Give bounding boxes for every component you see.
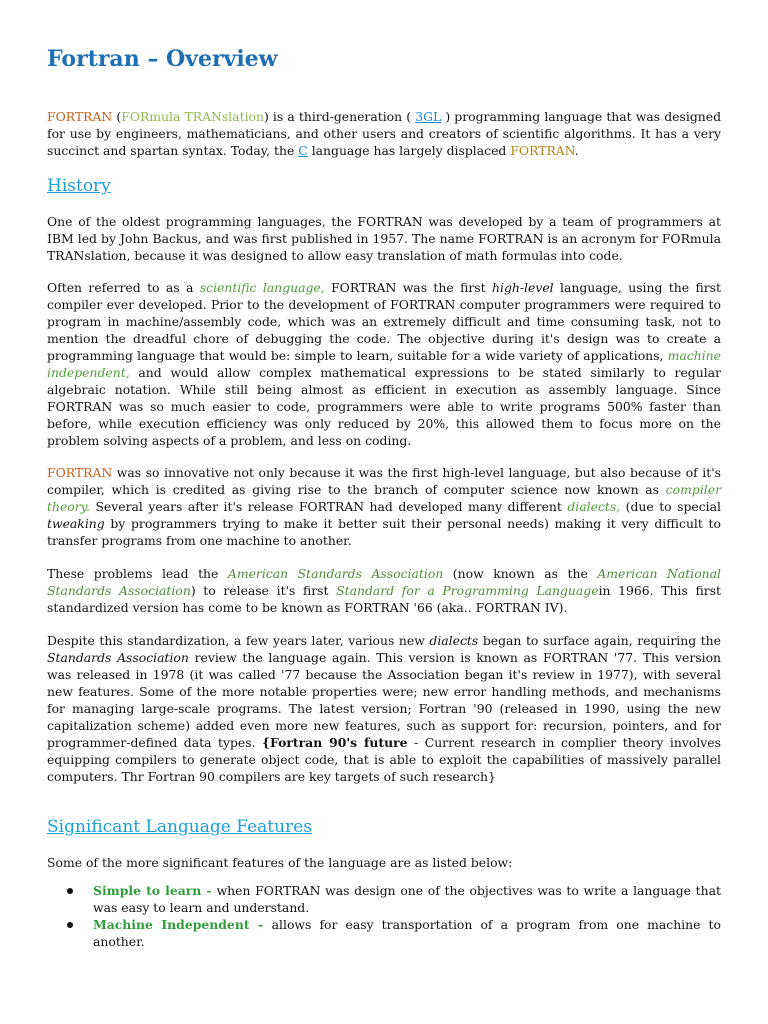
feature-label: Machine Independent [93,917,250,932]
compiler-theory-term: compiler theory. [47,482,721,514]
dialects-term: dialects [429,633,479,648]
history-heading: History [47,176,111,196]
bullet-icon [67,888,73,894]
fortran-term: FORTRAN [47,109,113,124]
list-item: Machine Independent - allows for easy transportation of a program from one machine to another. [47,916,721,950]
history-paragraph-5: Despite this standardization, a few years later, various new dialects began to surface again, requiring the Standards Association review the language again. This version is known as FORTRAN '77. This version was released in 1978 (it was called '77 because the Association began it's review in 1977), with several new features. Some of the more notable properties were; new error handling methods, and mechanisms for managing large-scale programs. The latest version; Fortran '90 (released in 1990, using the new capitalization scheme) added even more new features, such as support for: recursion, pointers, and for programmer-defined data types. {Fortran 90's future - Current research in complier theory involves equipping compilers to generate object code, that is able to exploit the capabilities of massively parallel computers. Thr Fortran 90 compilers are key targets of such research} [47,633,722,784]
history-paragraph-2: Often referred to as a scientific language, FORTRAN was the first high-level language, using the first compiler ever developed. Prior to the development of FORTRAN computer programmers were required to program in machine/assembly code, which was an extremely difficult and time consuming task, not to mention the dreadful chore of debugging the code. The objective during it's design was to create a programming language that would be: simple to learn, suitable for a wide variety of applications, machine independent, and would allow complex mathematical expressions to be stated similarly to regular algebraic notation. While still being almost as efficient in execution as assembly language. Since FORTRAN was so much easier to code, programmers were able to write programs 500% faster than before, while execution efficiency was only reduced by 20%, this allowed them to focus more on the problem solving aspects of a problem, and less on coding. [47,280,721,448]
dialects-term: dialects, [567,499,621,514]
intro-paragraph: FORTRAN (FORmula TRANslation) is a third-generation ( 3GL ) programming language that was designed for use by engineers, mathematicians, and other users and creators of scientific algorithms. It has a very succinct and spartan syntax. Today, the C language has largely displaced FORTRAN. [47,109,721,158]
standard-term: Standard for a Programming Language [336,583,599,598]
tweaking-term: tweaking [47,516,105,531]
bullet-icon [67,922,73,928]
ansa-term: American National Standards Association [47,566,722,598]
history-paragraph-4: These problems lead the American Standards Association (now known as the American National Standards Association) to release it's first Standard for a Programming Languagein 1966. This first standardized version has come to be known as FORTRAN '66 (aka.. FORTRAN IV). [47,566,722,615]
fortran-term-end: FORTRAN [510,143,575,158]
high-level-term: high-level [492,280,554,295]
3gl-link[interactable]: 3GL [415,109,442,124]
features-list [47,882,721,950]
page-title: Fortran – Overview [47,46,278,72]
feature-label: Simple to learn [93,883,202,898]
c-language-link[interactable]: C [298,143,308,158]
standards-association-term: Standards Association [47,650,189,665]
history-paragraph-3: FORTRAN was so innovative not only because it was the first high-level language, but also because of it's compiler, which is credited as giving rise to the branch of computer science now known as compiler theory. Several years after it's release FORTRAN had developed many different dialects, (due to special tweaking by programmers trying to make it better suit their personal needs) making it very difficult to transfer programs from one machine to another. [47,465,721,548]
machine-independent-term: machine independent, [47,348,721,380]
list-item: Simple to learn - when FORTRAN was design one of the objectives was to write a language that was easy to learn and understand. [47,882,721,916]
features-intro: Some of the more significant features of the language are as listed below: [47,855,513,870]
features-heading: Significant Language Features [47,817,312,837]
fortran-term: FORTRAN [47,465,113,480]
feature-description: when FORTRAN was design one of the objectives was to write a language that was easy to learn and understand. [93,883,721,915]
fortran-expansion: FORmula TRANslation [121,109,264,124]
feature-description: allows for easy transportation of a program from one machine to another. [93,917,721,949]
history-paragraph-1: One of the oldest programming languages, the FORTRAN was developed by a team of programmers at IBM led by John Backus, and was first published in 1957. The name FORTRAN is an acronym for FORmula TRANslation, because it was designed to allow easy translation of math formulas into code. [47,214,721,263]
scientific-language-term: scientific language, [199,280,325,295]
asa-term: American Standards Association [227,566,444,581]
fortran-90-future: {Fortran 90's future [262,735,408,750]
